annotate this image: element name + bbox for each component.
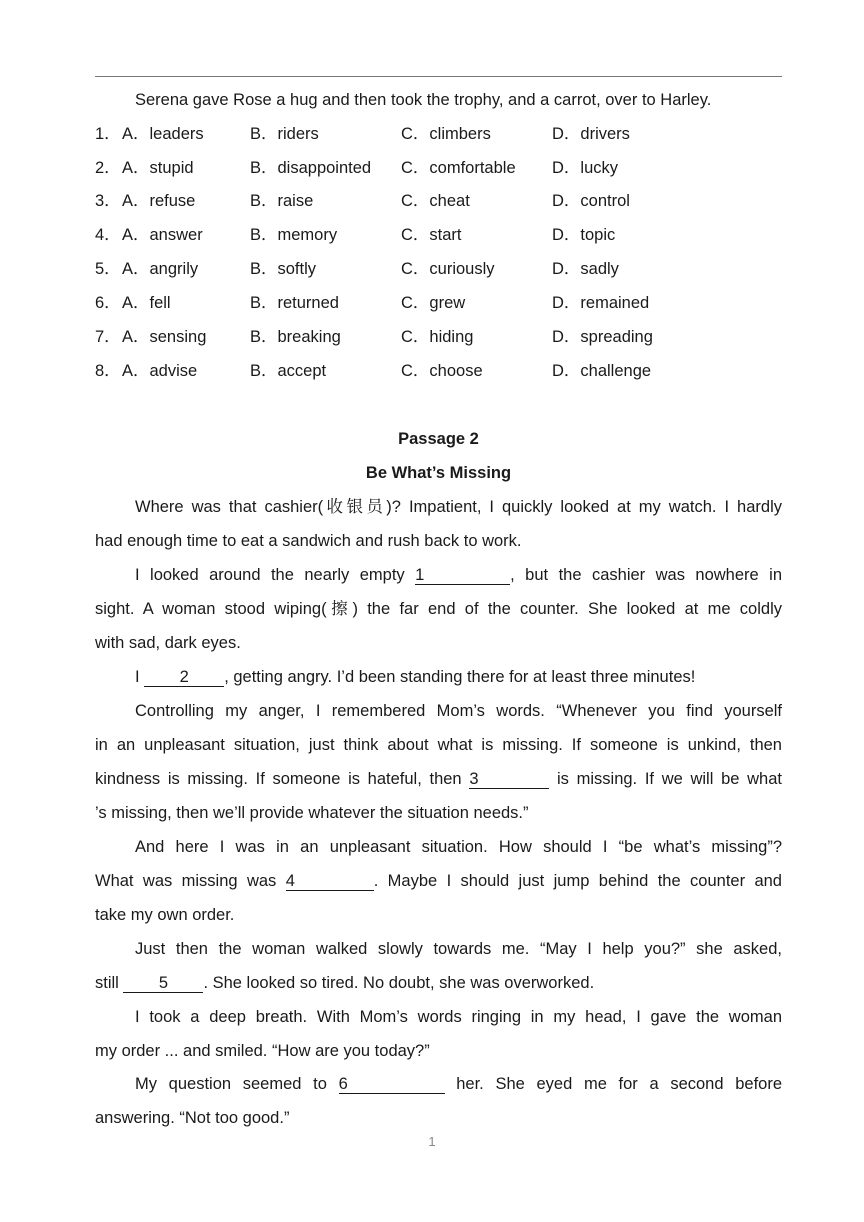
option-b: B．disappointed	[250, 159, 372, 177]
question-row	[95, 191, 782, 211]
option-c: C．cheat	[401, 192, 470, 210]
question-row	[95, 158, 782, 178]
text-run: What was missing was	[95, 872, 277, 890]
intro-line: Serena gave Rose a hug and then took the trophy, and a carrot, over to Harley.	[135, 91, 712, 109]
question-row	[95, 124, 782, 144]
blank-1: 1	[415, 566, 510, 585]
option-c: C．climbers	[401, 125, 491, 143]
blank-5: 5	[123, 974, 203, 993]
text-run: is missing. If we will be what	[557, 770, 782, 788]
page-number: 1	[428, 1134, 436, 1149]
option-b: B．softly	[250, 260, 317, 278]
question-row	[95, 259, 782, 279]
question-number: 5．	[95, 260, 121, 278]
question-row	[95, 293, 782, 313]
paragraph-line	[95, 565, 782, 585]
paragraph-line: And here I was in an unpleasant situation. How should I “be what’s missing”?	[135, 838, 782, 856]
option-c: C．curiously	[401, 260, 495, 278]
paragraph-line	[95, 667, 782, 687]
option-a: A．refuse	[122, 192, 196, 210]
blank-2: 2	[144, 668, 224, 687]
paragraph-line: I took a deep breath. With Mom’s words ringing in my head, I gave the woman	[135, 1008, 782, 1026]
blank-6: 6	[339, 1075, 445, 1094]
question-row	[95, 327, 782, 347]
option-c: C．start	[401, 226, 462, 244]
text-run: . She looked so tired. No doubt, she was overworked.	[203, 974, 595, 992]
paragraph-line: with sad, dark eyes.	[95, 634, 241, 652]
option-d: D．spreading	[552, 328, 653, 346]
paragraph-line: ’s missing, then we’ll provide whatever the situation needs.”	[95, 804, 529, 822]
blank-4: 4	[286, 872, 374, 891]
paragraph-line: Controlling my anger, I remembered Mom’s words. “Whenever you find yourself	[135, 702, 782, 720]
question-row	[95, 361, 782, 381]
option-a: A．advise	[122, 362, 198, 380]
blank-3: 3	[469, 770, 549, 789]
question-row	[95, 225, 782, 245]
option-d: D．remained	[552, 294, 650, 312]
paragraph-line	[95, 973, 782, 993]
option-d: D．control	[552, 192, 630, 210]
text-run: kindness is missing. If someone is hateful, then	[95, 770, 462, 788]
question-number: 4．	[95, 226, 121, 244]
text-run: . Maybe I should just jump behind the counter and	[373, 872, 782, 890]
option-b: B．raise	[250, 192, 314, 210]
option-b: B．accept	[250, 362, 327, 380]
option-c: C．choose	[401, 362, 483, 380]
paragraph-line: had enough time to eat a sandwich and rush back to work.	[95, 532, 522, 550]
option-d: D．challenge	[552, 362, 652, 380]
paragraph-line: my order ... and smiled. “How are you today?”	[95, 1042, 430, 1060]
option-b: B．riders	[250, 125, 319, 143]
option-a: A．angrily	[122, 260, 199, 278]
option-a: A．answer	[122, 226, 203, 244]
option-d: D．lucky	[552, 159, 619, 177]
question-number: 1．	[95, 125, 121, 143]
paragraph-line	[95, 769, 782, 789]
paragraph-line	[95, 1074, 782, 1094]
text-run: still	[95, 974, 119, 992]
question-number: 2．	[95, 159, 121, 177]
question-number: 3．	[95, 192, 121, 210]
option-b: B．memory	[250, 226, 338, 244]
option-a: A．leaders	[122, 125, 204, 143]
text-run: , but the cashier was nowhere in	[510, 566, 782, 584]
paragraph-line: Just then the woman walked slowly towards me. “May I help you?” she asked,	[135, 940, 782, 958]
option-a: A．stupid	[122, 159, 194, 177]
option-b: B．returned	[250, 294, 339, 312]
text-run: her. She eyed me for a second before	[456, 1075, 782, 1093]
option-c: C．hiding	[401, 328, 474, 346]
option-c: C．comfortable	[401, 159, 516, 177]
text-run: I looked around the nearly empty	[135, 566, 405, 584]
text-run: I	[135, 668, 140, 686]
option-d: D．topic	[552, 226, 616, 244]
paragraph-line	[95, 871, 782, 891]
paragraph-line: in an unpleasant situation, just think about what is missing. If someone is unkind, then	[95, 736, 782, 754]
text-run: , getting angry. I’d been standing there for at least three minutes!	[224, 668, 696, 686]
passage-title: Be What’s Missing	[365, 464, 512, 482]
option-b: B．breaking	[250, 328, 341, 346]
option-c: C．grew	[401, 294, 466, 312]
paragraph-line: answering. “Not too good.”	[95, 1109, 290, 1127]
option-d: D．drivers	[552, 125, 630, 143]
option-d: D．sadly	[552, 260, 619, 278]
paragraph-line: sight. A woman stood wiping(擦) the far end of the counter. She looked at me coldly	[95, 600, 782, 618]
question-number: 7．	[95, 328, 121, 346]
passage-heading: Passage 2	[398, 430, 479, 448]
question-number: 6．	[95, 294, 121, 312]
option-a: A．fell	[122, 294, 171, 312]
option-a: A．sensing	[122, 328, 207, 346]
text-run: My question seemed to	[135, 1075, 327, 1093]
question-number: 8．	[95, 362, 121, 380]
paragraph-line: Where was that cashier(收银员)? Impatient, I quickly looked at my watch. I hardly	[135, 498, 782, 516]
paragraph-line: take my own order.	[95, 906, 235, 924]
header-rule	[95, 76, 782, 77]
